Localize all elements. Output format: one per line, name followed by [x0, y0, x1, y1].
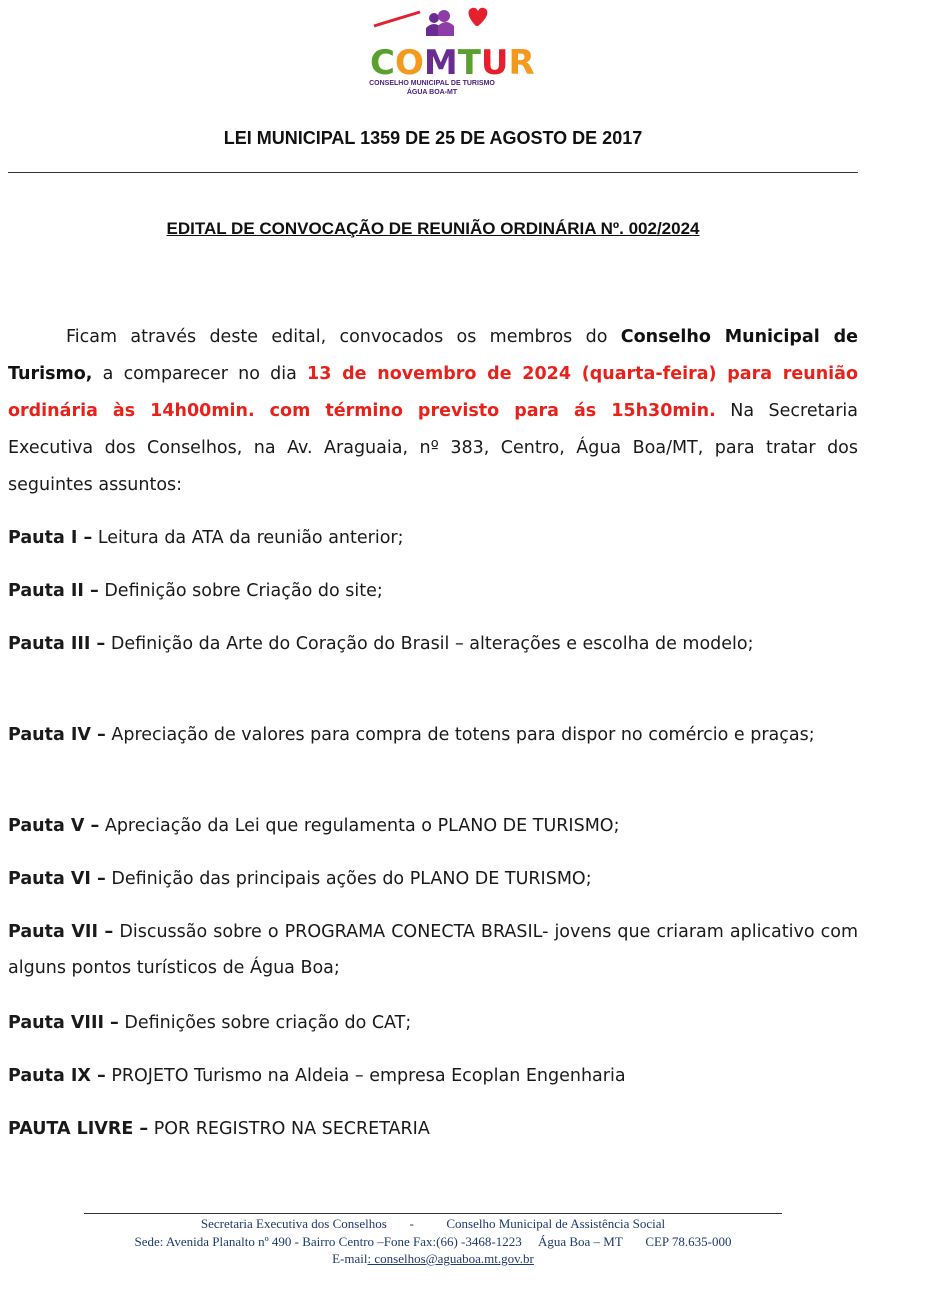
heart-icon	[469, 8, 488, 26]
logo-subtitle-city: ÁGUA BOA-MT	[406, 89, 458, 96]
agenda-item	[8, 1111, 858, 1147]
agenda-text: Definições sobre criação do CAT;	[118, 1013, 412, 1033]
agenda-label: Pauta IX –	[8, 1066, 106, 1086]
agenda-label: Pauta VII –	[8, 922, 114, 942]
logo-person-icon	[438, 10, 450, 22]
intro-text-2: a comparecer no dia	[92, 364, 308, 384]
email-link[interactable]: : conselhos@aguaboa.mt.gov.br	[367, 1251, 534, 1266]
agenda-text: Definição sobre Criação do site;	[98, 581, 383, 601]
agenda-item	[8, 573, 858, 609]
intro-text-3: Na Secretaria Executiva dos Conselhos, na Av. Araguaia, nº 383, Centro, Água Boa/MT, para tratar dos seguintes assuntos:	[8, 401, 858, 495]
logo-person-body-icon	[438, 22, 454, 36]
footer-line-secretariat: Secretaria Executiva dos Conselhos - Conselho Municipal de Assistência Social	[200, 1216, 666, 1231]
agenda-label: Pauta III –	[8, 634, 106, 654]
agenda-text: Definição das principais ações do PLANO DE TURISMO;	[105, 869, 592, 889]
law-title: LEI MUNICIPAL 1359 DE 25 DE AGOSTO DE 2017	[223, 128, 643, 148]
agenda-item	[8, 1058, 858, 1094]
footer-line-address: Sede: Avenida Planalto nº 490 - Bairro Centro –Fone Fax:(66) -3468-1223 Água Boa – MT CEP 78.635-000	[134, 1234, 732, 1249]
agenda-text: Apreciação da Lei que regulamenta o PLANO DE TURISMO;	[99, 816, 620, 836]
agenda-item	[8, 861, 858, 897]
agenda-item	[8, 1005, 858, 1041]
agenda-label: Pauta VI –	[8, 869, 106, 889]
agenda-item	[8, 626, 814, 662]
agenda-item	[8, 520, 858, 556]
agenda-text: PROJETO Turismo na Aldeia – empresa Ecoplan Engenharia	[105, 1066, 626, 1086]
agenda-label: Pauta II –	[8, 581, 99, 601]
agenda-item	[8, 808, 858, 844]
agenda-label: PAUTA LIVRE –	[8, 1119, 149, 1139]
agenda-label: Pauta V –	[8, 816, 100, 836]
logo-swoosh	[374, 12, 420, 26]
agenda-item	[8, 717, 820, 753]
logo-subtitle-council: CONSELHO MUNICIPAL DE TURISMO	[369, 80, 495, 87]
document-title: EDITAL DE CONVOCAÇÃO DE REUNIÃO ORDINÁRIA Nº. 002/2024	[166, 219, 700, 238]
agenda-label: Pauta IV –	[8, 725, 106, 745]
email-label: E-mail	[332, 1251, 368, 1266]
footer-line-email	[0, 1251, 866, 1267]
logo-person-icon	[429, 13, 439, 23]
council-name: Conselho Municipal de Turismo,	[8, 327, 858, 384]
agenda-label: Pauta I –	[8, 528, 93, 548]
agenda-text: POR REGISTRO NA SECRETARIA	[148, 1119, 430, 1139]
meeting-date-highlight: 13 de novembro de 2024 (quarta-feira) para reunião ordinária às 14h00min. com término previsto para ás 15h30min.	[8, 364, 858, 421]
footer-divider	[84, 1213, 782, 1214]
agenda-item	[8, 914, 858, 986]
agenda-text: Leitura da ATA da reunião anterior;	[92, 528, 404, 548]
agenda-text: Discussão sobre o PROGRAMA CONECTA BRASIL- jovens que criaram aplicativo com alguns pontos turísticos de Água Boa;	[8, 922, 858, 978]
agenda-text: Definição da Arte do Coração do Brasil – alterações e escolha de modelo;	[105, 634, 754, 654]
intro-paragraph	[8, 319, 858, 504]
logo-wordmark: COMTUR	[370, 43, 535, 83]
header-divider	[8, 172, 858, 173]
agenda-text: Apreciação de valores para compra de totens para dispor no comércio e praças;	[105, 725, 815, 745]
agenda-label: Pauta VIII –	[8, 1013, 119, 1033]
intro-text-1: Ficam através deste edital, convocados os membros do	[66, 327, 621, 347]
